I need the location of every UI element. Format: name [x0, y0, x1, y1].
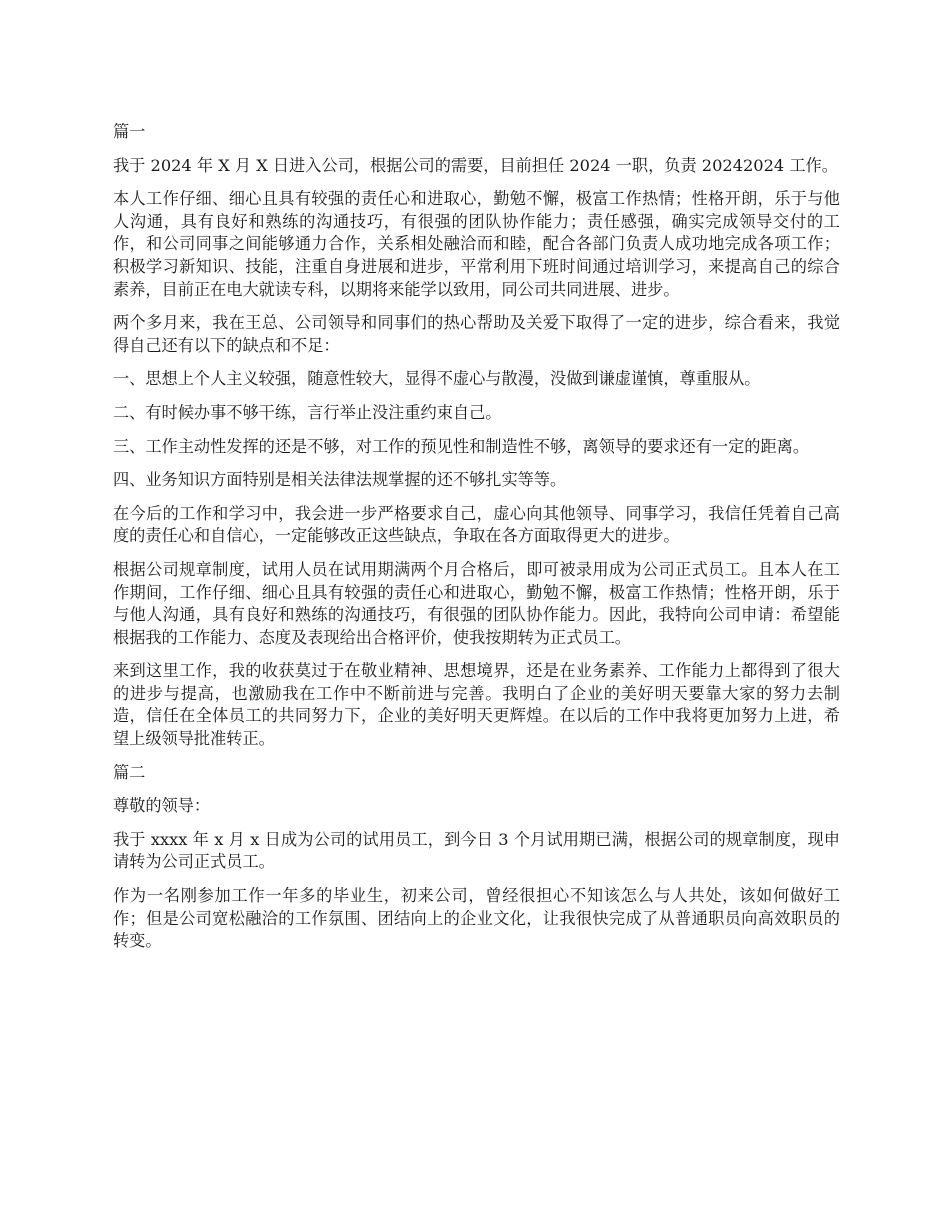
paragraph-shortcoming-4: 四、业务知识方面特别是相关法律法规掌握的还不够扎实等等。 — [113, 470, 567, 490]
paragraph-request: 我于 xxxx 年 x 月 x 日成为公司的试用员工，到今日 3 个月试用期已满，根据公司的规章制度，现申请转为公司正式员工。 — [113, 829, 840, 872]
document-body — [113, 121, 840, 964]
section-title-1: 篇一 — [113, 122, 146, 141]
paragraph-shortcoming-1: 一、思想上个人主义较强，随意性较大，显得不虚心与散漫，没做到谦虚谨慎，尊重服从。 — [113, 369, 761, 389]
paragraph-shortcoming-3: 三、工作主动性发挥的还是不够，对工作的预见性和制造性不够，离领导的要求还有一定的距离。 — [113, 436, 810, 456]
section-title-2: 篇二 — [113, 762, 146, 782]
paragraph-background: 作为一名刚参加工作一年多的毕业生，初来公司，曾经很担心不知该怎么与人共处，该如何做好工作；但是公司宽松融洽的工作氛围、团结向上的企业文化，让我很快完成了从普通职员向高效职员的转变。 — [113, 886, 840, 951]
paragraph-shortcomings-intro: 两个多月来，我在王总、公司领导和同事们的热心帮助及关爱下取得了一定的进步，综合看来，我觉得自己还有以下的缺点和不足： — [113, 313, 840, 355]
paragraph-improvement: 在今后的工作和学习中，我会进一步严格要求自己，虚心向其他领导、同事学习，我信任凭着自己高度的责任心和自信心，一定能够改正这些缺点，争取在各方面取得更大的进步。 — [113, 503, 840, 546]
paragraph-intro: 我于 2024 年 X 月 X 日进入公司，根据公司的需要，目前担任 2024 一职，负责 20242024 工作。 — [113, 155, 838, 175]
paragraph-salutation: 尊敬的领导： — [113, 796, 211, 816]
paragraph-self-assessment: 本人工作仔细、细心且具有较强的责任心和进取心，勤勉不懈，极富工作热情；性格开朗，乐于与他人沟通，具有良好和熟练的沟通技巧，有很强的团队协作能力；责任感强，确实完成领导交付的工作，和公司同事之间能够通力合作，关系相处融洽而和睦，配合各部门负责人成功地完成各项工作；积极学习新知识、技能，注重自身进展和进步，平常利用下班时间通过培训学习，来提高自己的综合素养，目前正在电大就读专科，以期将来能学以致用，同公司共同进展、进步。 — [113, 189, 840, 299]
paragraph-conclusion: 来到这里工作，我的收获莫过于在敬业精神、思想境界，还是在业务素养、工作能力上都得到了很大的进步与提高，也激励我在工作中不断前进与完善。我明白了企业的美好明天要靠大家的努力去制造，信任在全体员工的共同努力下，企业的美好明天更辉煌。在以后的工作中我将更加努力上进，希望上级领导批准转正。 — [113, 661, 840, 749]
paragraph-shortcoming-2: 二、有时候办事不够干练，言行举止没注重约束自己。 — [113, 402, 502, 422]
paragraph-application: 根据公司规章制度，试用人员在试用期满两个月合格后，即可被录用成为公司正式员工。且本人在工作期间，工作仔细、细心且具有较强的责任心和进取心，勤勉不懈，极富工作热情；性格开朗，乐于与他人沟通，具有良好和熟练的沟通技巧，有很强的团队协作能力。因此，我特向公司申请：希望能根据我的工作能力、态度及表现给出合格评价，使我按期转为正式员工。 — [113, 559, 840, 647]
